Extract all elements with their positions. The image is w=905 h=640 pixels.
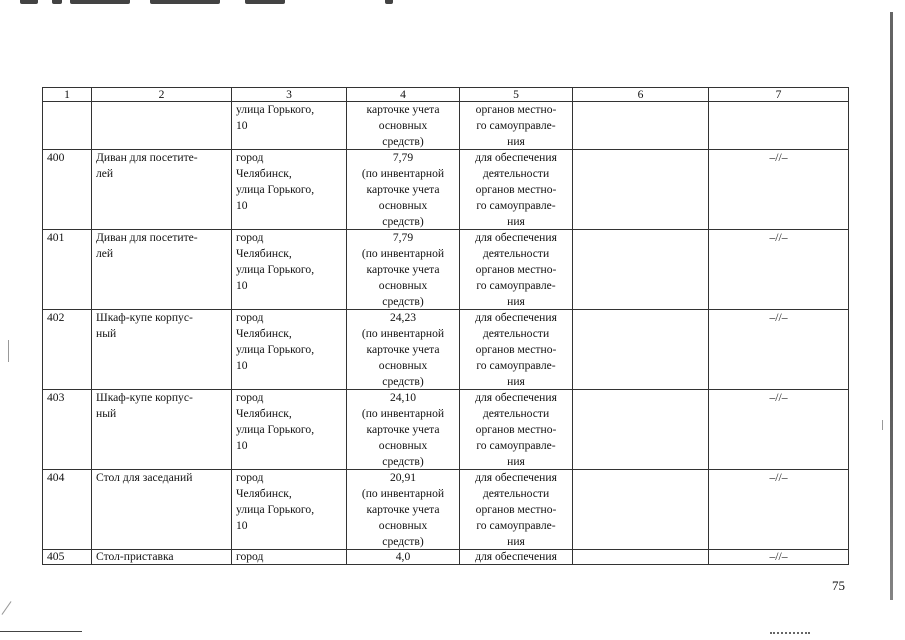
column6-cell xyxy=(573,470,709,550)
value-cell: 7,79 (по инвентарной карточке учета основных средств) xyxy=(347,150,460,230)
value-cell: 4,0 xyxy=(347,550,460,565)
value-cell: 24,10 (по инвентарной карточке учета основных средств) xyxy=(347,390,460,470)
bottom-dots xyxy=(770,632,810,637)
scan-edge-artifact xyxy=(0,0,905,8)
page-number: 75 xyxy=(832,578,845,593)
item-name-cell xyxy=(92,102,232,150)
value-cell: 7,79 (по инвентарной карточке учета основных средств) xyxy=(347,230,460,310)
value-cell: карточке учета основных средств) xyxy=(347,102,460,150)
address-cell: город Челябинск, улица Горького, 10 xyxy=(232,390,347,470)
column6-cell xyxy=(573,150,709,230)
basis-cell: –//– xyxy=(709,150,849,230)
column6-cell xyxy=(573,230,709,310)
table-row xyxy=(43,102,849,150)
purpose-cell: для обеспечения деятельности органов местно- го самоуправле- ния xyxy=(460,310,573,390)
table-row xyxy=(43,470,849,550)
table-row xyxy=(43,310,849,390)
margin-mark xyxy=(882,420,883,430)
purpose-cell: органов местно- го самоуправле- ния xyxy=(460,102,573,150)
basis-cell: –//– xyxy=(709,230,849,310)
purpose-cell: для обеспечения деятельности органов местно- го самоуправле- ния xyxy=(460,150,573,230)
address-cell: город Челябинск, улица Горького, 10 xyxy=(232,470,347,550)
item-name-cell: Шкаф-купе корпус- ный xyxy=(92,390,232,470)
inventory-number-cell: 404 xyxy=(43,470,92,550)
basis-cell xyxy=(709,102,849,150)
value-cell: 24,23 (по инвентарной карточке учета основных средств) xyxy=(347,310,460,390)
table-row xyxy=(43,390,849,470)
page-edge-shadow xyxy=(890,12,893,600)
item-name-cell: Диван для посетите- лей xyxy=(92,230,232,310)
purpose-cell: для обеспечения деятельности органов местно- го самоуправле- ния xyxy=(460,390,573,470)
column6-cell xyxy=(573,550,709,565)
inventory-number-cell: 405 xyxy=(43,550,92,565)
address-cell: город Челябинск, улица Горького, 10 xyxy=(232,310,347,390)
item-name-cell: Стол-приставка xyxy=(92,550,232,565)
table-row xyxy=(43,150,849,230)
bottom-rule xyxy=(0,631,82,632)
inventory-number-cell: 401 xyxy=(43,230,92,310)
item-name-cell: Стол для заседаний xyxy=(92,470,232,550)
basis-cell: –//– xyxy=(709,310,849,390)
address-cell: город Челябинск, улица Горького, 10 xyxy=(232,150,347,230)
address-cell: улица Горького, 10 xyxy=(232,102,347,150)
header-row xyxy=(43,88,849,102)
inventory-number-cell: 400 xyxy=(43,150,92,230)
purpose-cell: для обеспечения деятельности органов местно- го самоуправле- ния xyxy=(460,230,573,310)
item-name-cell: Диван для посетите- лей xyxy=(92,150,232,230)
column-header-2: 2 xyxy=(92,88,232,102)
value-cell: 20,91 (по инвентарной карточке учета основных средств) xyxy=(347,470,460,550)
column6-cell xyxy=(573,390,709,470)
inventory-number-cell xyxy=(43,102,92,150)
basis-cell: –//– xyxy=(709,550,849,565)
inventory-number-cell: 402 xyxy=(43,310,92,390)
inventory-number-cell: 403 xyxy=(43,390,92,470)
purpose-cell: для обеспечения xyxy=(460,550,573,565)
basis-cell: –//– xyxy=(709,470,849,550)
item-name-cell: Шкаф-купе корпус- ный xyxy=(92,310,232,390)
basis-cell: –//– xyxy=(709,390,849,470)
column-header-5: 5 xyxy=(460,88,573,102)
margin-mark xyxy=(2,601,12,615)
column6-cell xyxy=(573,310,709,390)
address-cell: город xyxy=(232,550,347,565)
column-header-4: 4 xyxy=(347,88,460,102)
column6-cell xyxy=(573,102,709,150)
column-header-7: 7 xyxy=(709,88,849,102)
purpose-cell: для обеспечения деятельности органов местно- го самоуправле- ния xyxy=(460,470,573,550)
property-table xyxy=(42,87,849,565)
column-header-3: 3 xyxy=(232,88,347,102)
table-row xyxy=(43,230,849,310)
column-header-1: 1 xyxy=(43,88,92,102)
address-cell: город Челябинск, улица Горького, 10 xyxy=(232,230,347,310)
table-row xyxy=(43,550,849,565)
column-header-6: 6 xyxy=(573,88,709,102)
margin-mark xyxy=(8,340,9,362)
table-body xyxy=(43,102,849,565)
